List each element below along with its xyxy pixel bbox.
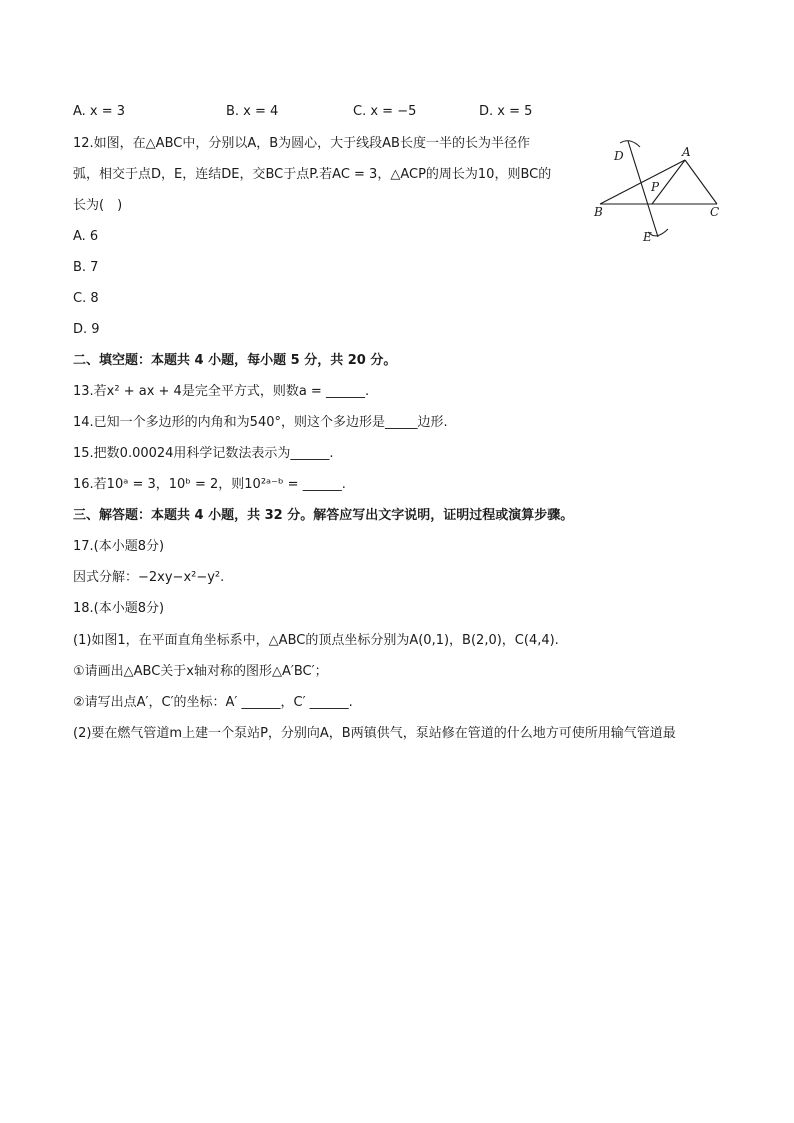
segment-ac: [685, 160, 717, 204]
q18-title: 18.(本小题8分): [73, 601, 165, 616]
q18-part1-a: ①请画出△ABC关于x轴对称的图形△A′BC′；: [73, 664, 328, 679]
q18-part1: (1)如图1，在平面直角坐标系中，△ABC的顶点坐标分别为A(0,1)，B(2,0)，C(4,4).: [73, 633, 559, 648]
q17-title: 17.(本小题8分): [73, 539, 165, 554]
section3-heading: 三、解答题：本题共 4 小题，共 32 分。解答应写出文字说明，证明过程或演算步骤。: [73, 508, 574, 523]
q12-option-d: D. 9: [73, 322, 100, 337]
q11-option-a: A. x = 3: [73, 104, 126, 119]
q12-triangle-figure: [590, 133, 730, 248]
q12-option-c: C. 8: [73, 291, 99, 306]
label-e: E: [643, 230, 652, 244]
q18-part2: (2)要在燃气管道m上建一个泵站P，分别向A，B两镇供气，泵站修在管道的什么地方可使所用输气管道最: [73, 726, 676, 741]
label-d: D: [614, 149, 624, 163]
q11-option-d: D. x = 5: [479, 104, 533, 119]
q12-stem-line1: 12.如图，在△ABC中，分别以A，B为圆心，大于线段AB长度一半的长为半径作: [73, 136, 530, 151]
q12-option-b: B. 7: [73, 260, 99, 275]
label-p: P: [651, 180, 660, 194]
q16-text: 16.若10ᵃ = 3，10ᵇ = 2，则10²ᵃ⁻ᵇ = ______.: [73, 477, 346, 492]
q12-stem-line3: 长为( ): [73, 198, 123, 213]
q11-option-c: C. x = −5: [353, 104, 417, 119]
q13-text: 13.若x² + ax + 4是完全平方式，则数a = ______.: [73, 384, 370, 399]
q12-option-a: A. 6: [73, 229, 99, 244]
section2-heading: 二、填空题：本题共 4 小题，每小题 5 分，共 20 分。: [73, 353, 397, 368]
q18-part1-b: ②请写出点A′，C′的坐标：A′ ______，C′ ______.: [73, 695, 353, 710]
q12-stem-line2: 弧，相交于点D，E，连结DE，交BC于点P.若AC = 3，△ACP的周长为10，则BC的: [73, 167, 552, 182]
q14-text: 14.已知一个多边形的内角和为540°，则这个多边形是_____边形.: [73, 415, 448, 430]
segment-ab: [600, 160, 685, 204]
q15-text: 15.把数0.00024用科学记数法表示为______.: [73, 446, 334, 461]
label-b: B: [594, 205, 603, 219]
q17-body: 因式分解：−2xy−x²−y².: [73, 570, 225, 585]
q11-option-b: B. x = 4: [226, 104, 279, 119]
label-c: C: [710, 205, 720, 219]
label-a: A: [682, 145, 691, 159]
